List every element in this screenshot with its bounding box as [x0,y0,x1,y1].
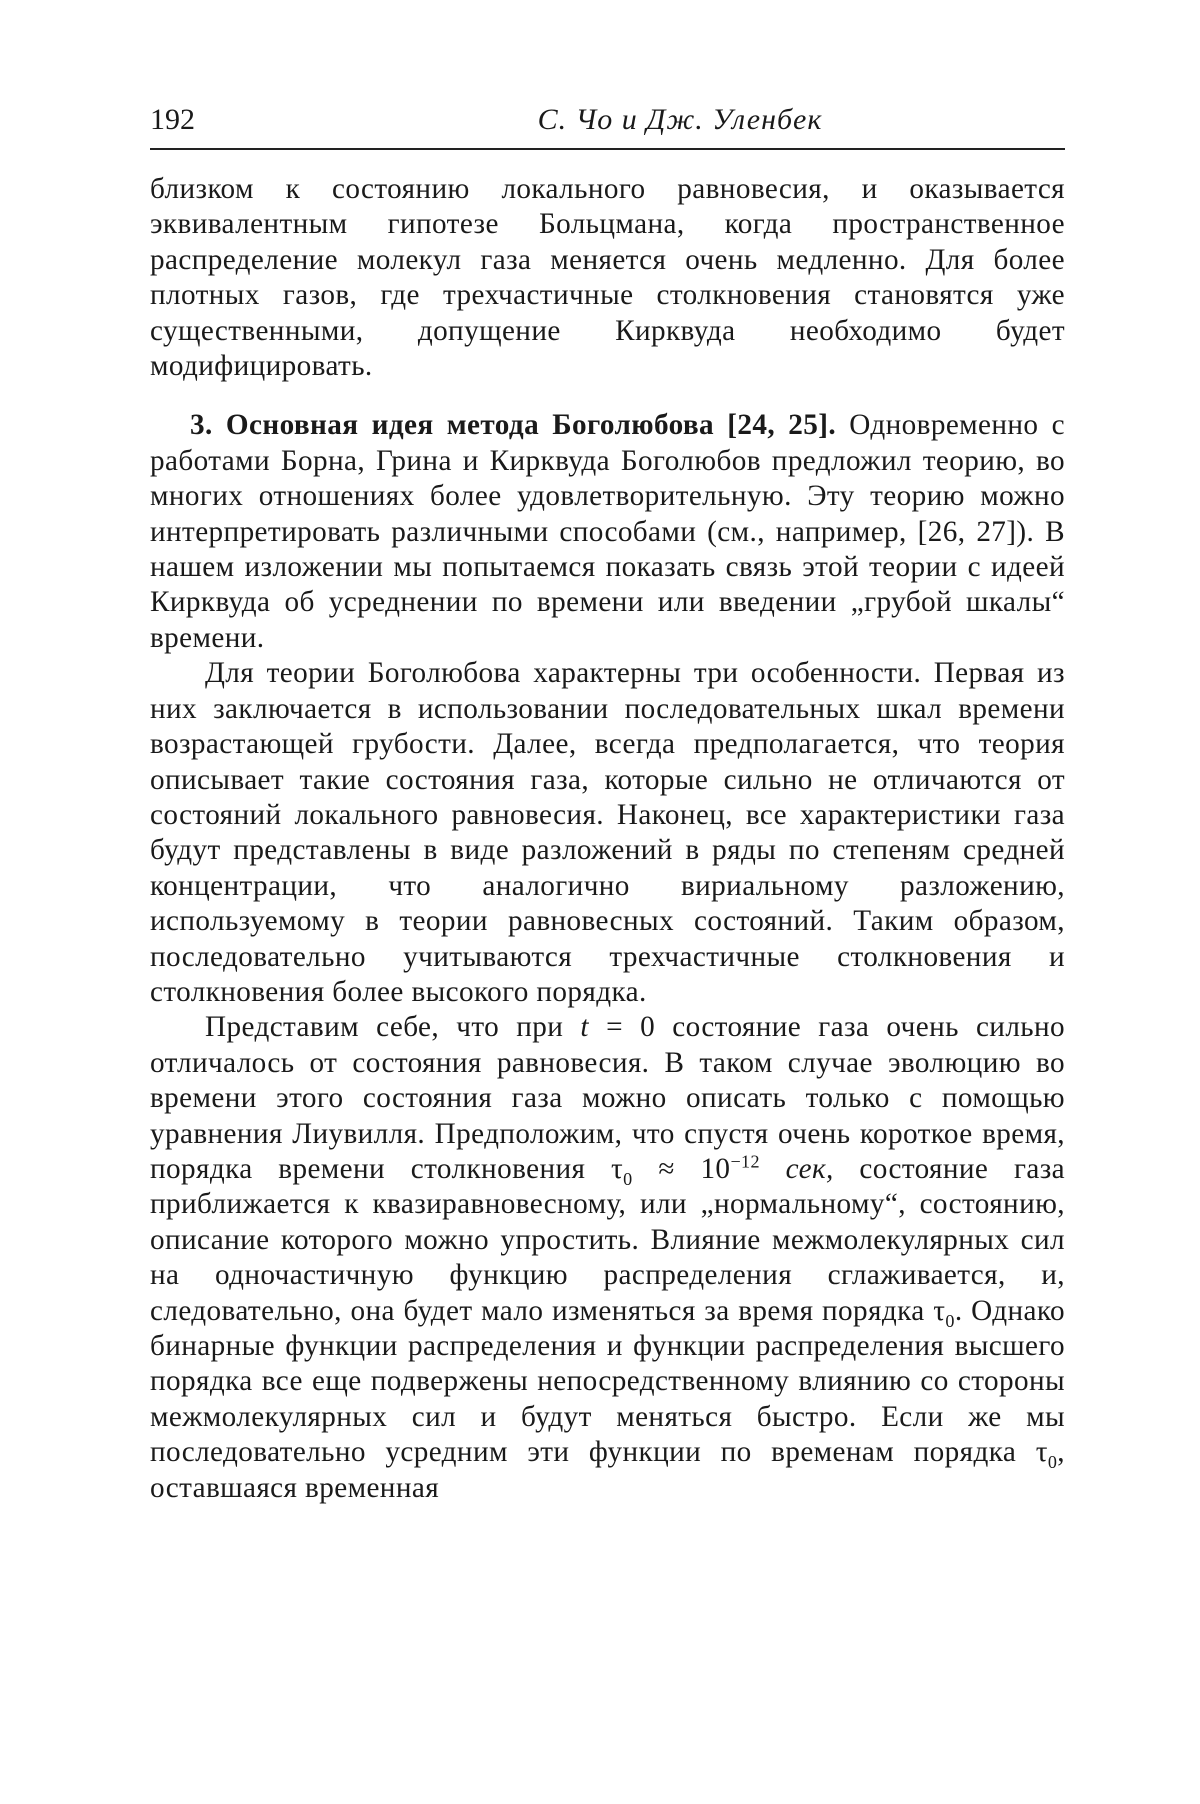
paragraph-3: Для теории Боголюбова характерны три особенности. Первая из них заключается в использовании последовательных шкал времени возрастающей грубости. Далее, всегда предполагается, что теория описывает такие состояния газа, которые сильно не отличаются от состояний локального равновесия. Наконец, все характеристики газа будут представлены в виде разложений в ряды по степеням средней концентрации, что аналогично вириальному разложению, используемому в теории равновесных состояний. Таким образом, последовательно учитываются трехчастичные столкновения и столкновения более высокого порядка. [150,657,1065,1008]
tau-subscript-3: 0 [1047,1452,1058,1473]
p4-text-e: , оставшаяся временная [150,1436,1065,1504]
p4-text-d: . Однако бинарные функции распределения и функции распределения высшего порядка все еще подвержены непосредственному влиянию со стороны межмолекулярных сил и будут меняться быстро. Если же мы последовательно усредним эти функции по временам порядка [150,1294,1065,1469]
page-number: 192 [150,103,195,136]
body-text [150,172,1065,1506]
paragraph-1: близком к состоянию локального равновесия, и оказывается эквивалентным гипотезе Больцмана, когда пространственное распределение молекул газа меняется очень медленно. Для более плотных газов, где трехчастичные столкновения становятся уже существенными, допущение Кирквуда необходимо будет модифицировать. [150,173,1065,383]
time-variable: t [580,1011,589,1044]
approx-value: ≈ 10 [632,1152,731,1185]
p4-text-b: состояние газа очень сильно отличалось от состояния равновесия. В таком случае эволюцию во времени этого состояния газа можно описать только с помощью уравнения Лиувилля. Предположим, что спустя очень короткое время, порядка времени столкновения [150,1011,1066,1185]
section-text: Одновременно с работами Борна, Грина и Кирквуда Боголюбов предложил теорию, во многих отношениях более удовлетворительную. Эту теорию можно интерпретировать различными способами (см., например, [26, 27]). В нашем изложении мы попытаемся показать связь этой теории с идеей Кирквуда об усреднении по времени или введении „грубой шкалы“ времени. [150,409,1065,654]
tau-subscript: 0 [623,1168,633,1189]
page-header [150,100,1065,150]
running-head: С. Чо и Дж. Уленбек [537,103,823,136]
unit-seconds: сек, [759,1152,834,1185]
paragraph-4 [150,1010,1065,1506]
tau-symbol: τ [611,1152,624,1185]
exponent: −12 [730,1151,760,1172]
section-title: 3. Основная идея метода Боголюбова [24, 25]. [190,409,837,442]
tau-subscript-2: 0 [945,1310,955,1331]
p4-text-c: состояние газа приближается к квазиравновесному, или „нормальному“, состоянию, описание которого можно упростить. Влияние межмолекулярных сил на одночастичную функцию распределения сглаживается, и, следовательно, она будет мало изменяться за время порядка [150,1152,1065,1327]
tau-symbol-3: τ [1035,1436,1048,1469]
header-rule [150,148,1065,150]
tau-symbol-2: τ [933,1294,946,1327]
p4-text-a: Представим себе, что при [205,1011,581,1044]
section-paragraph [150,408,1065,656]
equals-zero: = 0 [588,1011,656,1044]
